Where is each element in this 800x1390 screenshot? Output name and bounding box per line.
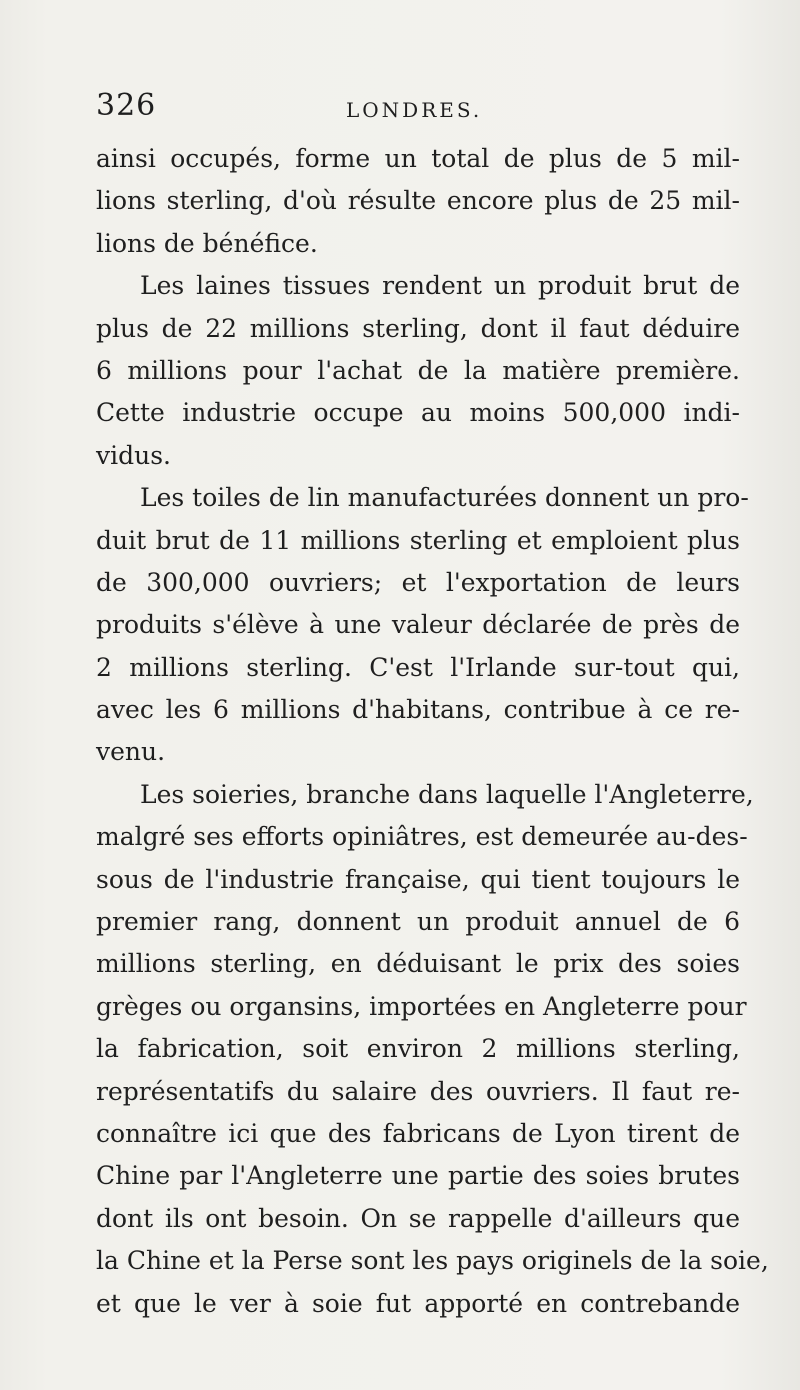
- text-line: la Chine et la Perse sont les pays originels de la soie,: [96, 1246, 769, 1276]
- text-line: avec les 6 millions d'habitans, contribue à ce re-: [96, 695, 740, 725]
- text-line: de 300,000 ouvriers; et l'exportation de leurs: [96, 567, 740, 597]
- text-line: Chine par l'Angleterre une partie des soies brutes: [96, 1161, 740, 1191]
- text-line: grèges ou organsins, importées en Angleterre pour: [96, 991, 747, 1021]
- text-line: plus de 22 millions sterling, dont il faut déduire: [96, 313, 740, 343]
- paragraph-start-line: Les soieries, branche dans laquelle l'Angleterre,: [140, 779, 754, 809]
- text-line: premier rang, donnent un produit annuel de 6: [96, 907, 740, 937]
- text-line: lions sterling, d'où résulte encore plus de 25 mil-: [96, 186, 740, 216]
- paragraph-start-line: Les laines tissues rendent un produit brut de: [140, 271, 740, 301]
- text-line: ainsi occupés, forme un total de plus de 5 mil-: [96, 144, 740, 173]
- text-line: venu.: [96, 737, 166, 767]
- text-line: millions sterling, en déduisant le prix des soies: [96, 949, 740, 979]
- text-line: dont ils ont besoin. On se rappelle d'ailleurs que: [96, 1203, 740, 1233]
- text-line: 2 millions sterling. C'est l'Irlande sur-tout qui,: [96, 652, 740, 682]
- page-number: 326: [96, 88, 157, 123]
- running-title: LONDRES.: [346, 98, 483, 122]
- text-line: sous de l'industrie française, qui tient toujours le: [96, 864, 740, 894]
- text-line: lions de bénéfice.: [96, 228, 318, 258]
- running-head: [96, 88, 740, 128]
- paragraph-start-line: Les toiles de lin manufacturées donnent un pro-: [140, 483, 749, 513]
- body-text: [96, 138, 769, 1325]
- text-line: et que le ver à soie fut apporté en contrebande: [96, 1288, 740, 1318]
- text-line: malgré ses efforts opiniâtres, est demeurée au-des-: [96, 822, 748, 852]
- text-line: représentatifs du salaire des ouvriers. Il faut re-: [96, 1076, 740, 1106]
- text-line: Cette industrie occupe au moins 500,000 indi-: [96, 398, 740, 428]
- text-line: 6 millions pour l'achat de la matière première.: [96, 355, 740, 385]
- text-line: la fabrication, soit environ 2 millions sterling,: [96, 1034, 740, 1064]
- text-line: duit brut de 11 millions sterling et emploient plus: [96, 525, 740, 555]
- text-line: produits s'élève à une valeur déclarée de près de: [96, 610, 740, 640]
- text-line: vidus.: [96, 440, 171, 470]
- text-line: connaître ici que des fabricans de Lyon tirent de: [96, 1118, 740, 1148]
